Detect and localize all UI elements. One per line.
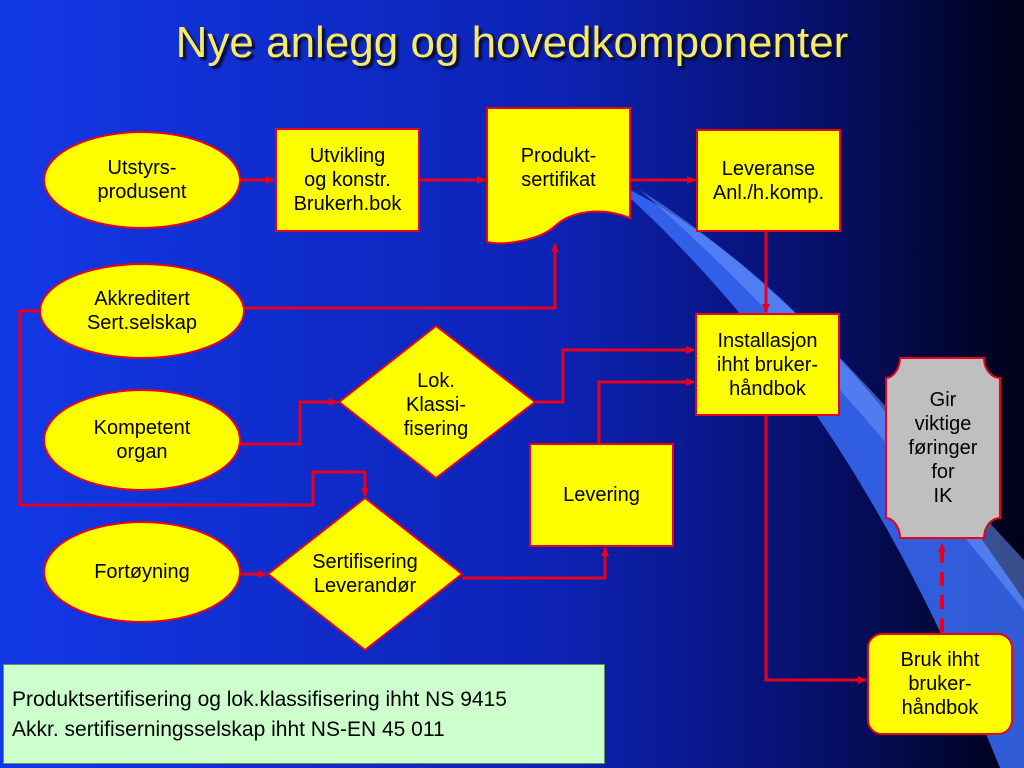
label-akkreditert: Akkreditert Sert.selskap [86,288,198,334]
label-utstyrsprodusent: Utstyrs- produsent [97,157,187,203]
slide-title: Nye anlegg og hovedkomponenter [175,18,849,67]
label-fortoyning: Fortøyning [94,561,190,583]
arrow-sertifisering-levering [462,548,605,578]
arrow-levering-installasjon [599,382,694,444]
standards-note [3,664,605,764]
arrow-kompetent-lok [240,402,337,444]
label-produkt: Produkt- sertifikat [520,145,597,191]
label-utvikling: Utvikling og konstr. Brukerh.bok [293,145,402,215]
label-levering: Levering [563,484,640,506]
label-sertifisering: Sertifisering Leverandør [312,551,418,597]
label-leveranse: Leveranse Anl./h.komp. [712,157,825,204]
label-bruk: Bruk ihht bruker- håndbok [900,649,980,719]
note-line-2: Akkr. sertifiserningsselskap ihht NS-EN 45 011 [12,718,445,741]
label-gir: Gir viktige føringer for IK [908,389,978,507]
label-kompetent: Kompetent organ [93,417,191,463]
label-installasjon: Installasjon ihht bruker- håndbok [716,329,819,400]
arrow-akkreditert-produkt [244,244,555,308]
arrow-installasjon-bruk [766,415,866,680]
arrow-lok-installasjon [535,350,694,402]
label-lok: Lok. Klassi- fisering [403,370,469,440]
note-line-1: Produktsertifisering og lok.klassifisering ihht NS 9415 [12,688,507,711]
